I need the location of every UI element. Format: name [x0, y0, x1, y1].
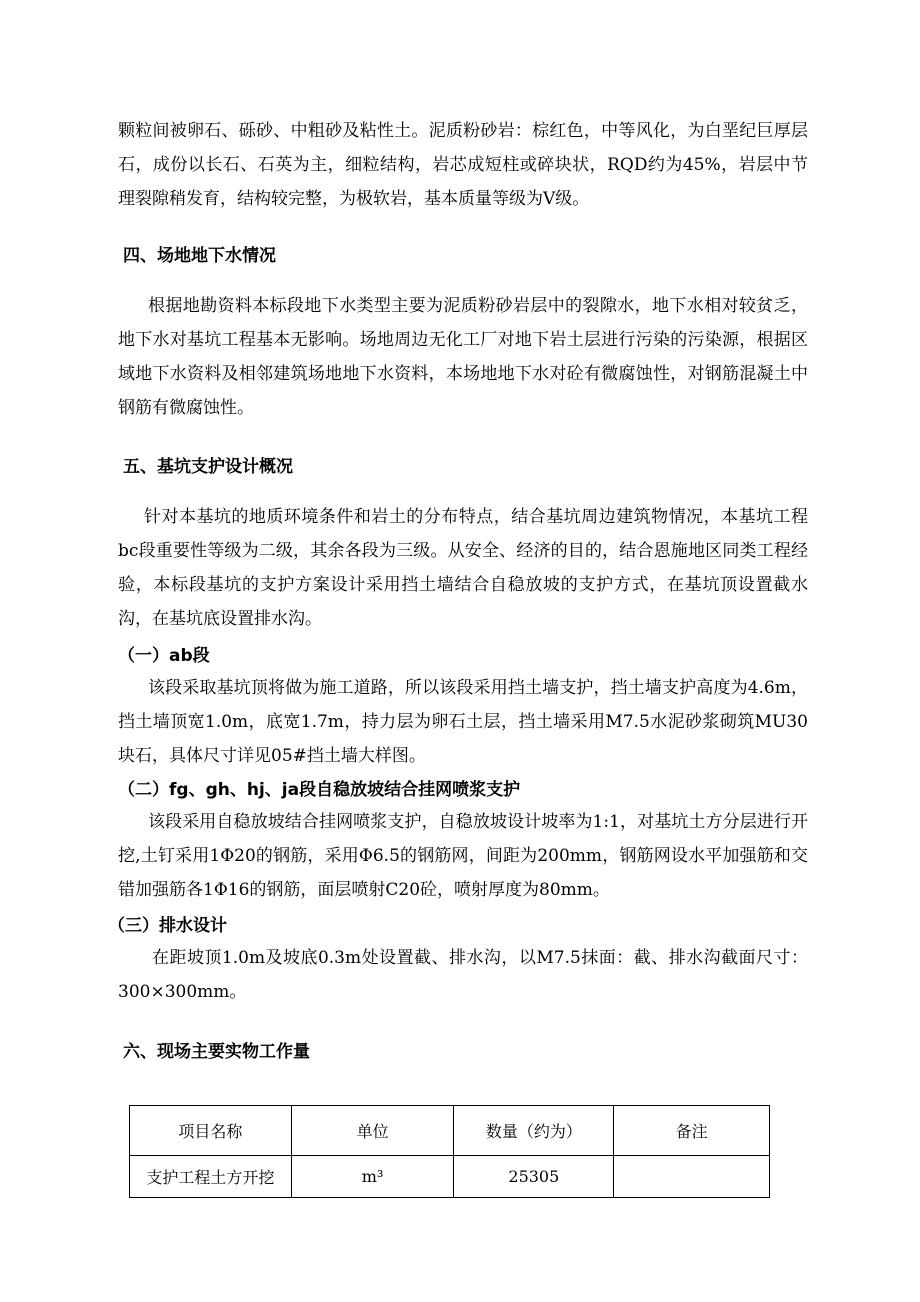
section-heading-quantities: 六、现场主要实物工作量 — [123, 1042, 310, 1062]
paragraph-support-design: 针对本基坑的地质环境条件和岩土的分布特点，结合基坑周边建筑物情况，本基坑工程bc段重要性等级为二级，其余各段为三级。从安全、经济的目的，结合恩施地区同类工程经验，本标段基坑的支护方案设计采用挡土墙结合自稳放坡的支护方式，在基坑顶设置截水沟，在基坑底设置排水沟。 — [118, 507, 808, 629]
section-heading-groundwater: 四、场地地下水情况 — [123, 246, 276, 266]
paragraph-ab: 该段采取基坑顶将做为施工道路，所以该段采用挡土墙支护，挡土墙支护高度为4.6m，挡土墙顶宽1.0m，底宽1.7m，持力层为卵石土层，挡土墙采用M7.5水泥砂浆砌筑MU30块石，具体尺寸详见05#挡土墙大样图。 — [118, 678, 808, 766]
table-header-cell: 备注 — [614, 1106, 770, 1156]
table-cell-note — [614, 1156, 770, 1198]
table-cell-qty: 25305 — [454, 1156, 614, 1198]
table-header-cell: 数量（约为） — [454, 1106, 614, 1156]
paragraph-fg-gh-hj-ja: 该段采用自稳放坡结合挂网喷浆支护，自稳放坡设计坡率为1:1，对基坑土方分层进行开挖,土钉采用1Φ20的钢筋，采用Φ6.5的钢筋网，间距为200mm，钢筋网设水平加强筋和交错加强筋各1Φ16的钢筋，面层喷射C20砼，喷射厚度为80mm。 — [118, 812, 808, 900]
table-header-cell: 项目名称 — [130, 1106, 292, 1156]
table-cell-name: 支护工程土方开挖 — [130, 1156, 292, 1198]
quantities-table — [129, 1105, 770, 1198]
subsection-title-ab: （一）ab段 — [118, 646, 210, 666]
paragraph-groundwater: 根据地勘资料本标段地下水类型主要为泥质粉砂岩层中的裂隙水，地下水相对较贫乏，地下水对基坑工程基本无影响。场地周边无化工厂对地下岩土层进行污染的污染源，根据区域地下水资料及相邻建筑场地地下水资料，本场地地下水对砼有微腐蚀性，对钢筋混凝土中钢筋有微腐蚀性。 — [118, 296, 808, 418]
subsection-title-fg-gh-hj-ja: （二）fg、gh、hj、ja段自稳放坡结合挂网喷浆支护 — [118, 780, 521, 800]
paragraph-drainage: 在距坡顶1.0m及坡底0.3m处设置截、排水沟，以M7.5抹面：截、排水沟截面尺寸：300×300mm。 — [118, 948, 808, 1002]
section-heading-support-design: 五、基坑支护设计概况 — [123, 457, 293, 477]
subsection-title-drainage: （三）排水设计 — [108, 916, 227, 936]
table-header-cell: 单位 — [291, 1106, 454, 1156]
paragraph-geology: 颗粒间被卵石、砾砂、中粗砂及粘性土。泥质粉砂岩：棕红色，中等风化，为白垩纪巨厚层石，成份以长石、石英为主，细粒结构，岩芯成短柱或碎块状，RQD约为45%，岩层中节理裂隙稍发育，结构较完整，为极软岩，基本质量等级为Ⅴ级。 — [118, 121, 808, 209]
table-row — [130, 1156, 770, 1198]
table-header-row — [130, 1106, 770, 1156]
table-cell-unit: m³ — [291, 1156, 454, 1198]
